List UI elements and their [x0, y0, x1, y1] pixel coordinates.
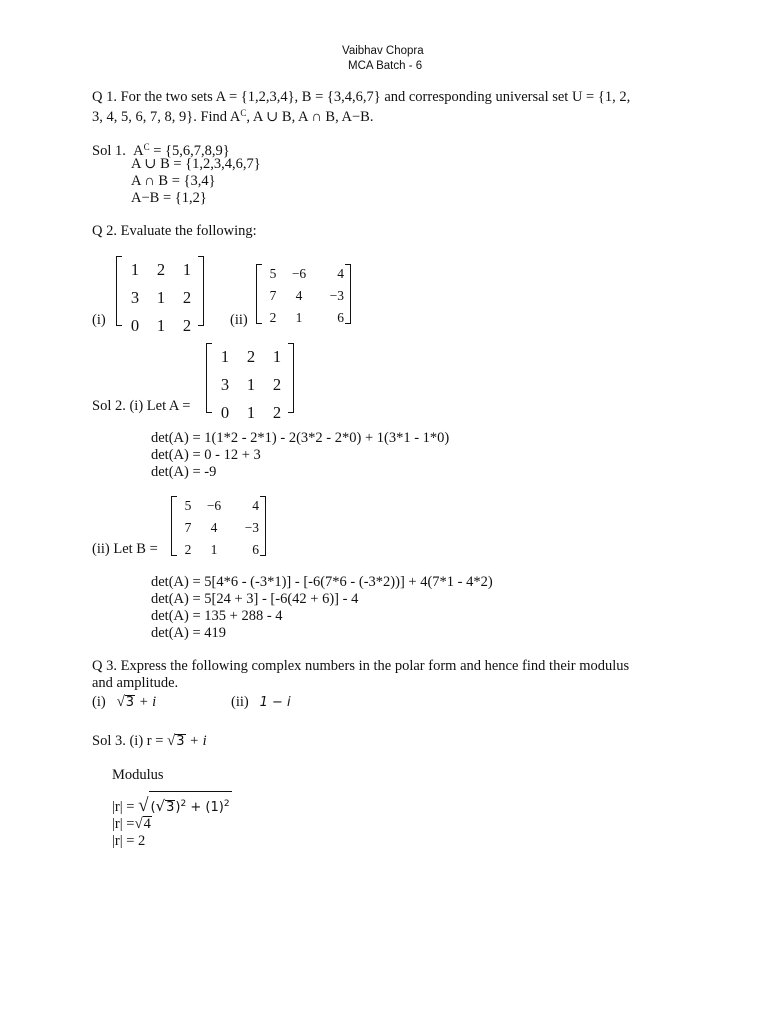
matrix-a-q-table	[122, 256, 200, 340]
cell: 0	[220, 403, 230, 422]
cell: 5	[184, 498, 192, 513]
q3-ii-expr: 1 − i	[259, 695, 291, 710]
sqrt-icon: √	[116, 694, 125, 710]
cell: 4	[295, 288, 303, 303]
q3-line1: Q 3. Express the following complex numbers in the polar form and hence find their modulus	[92, 658, 630, 674]
cell: 7	[269, 288, 277, 303]
cell: 2	[182, 316, 192, 335]
sol3-modulus-label: Modulus	[112, 767, 164, 783]
q3-label-i: (i)	[92, 694, 106, 710]
batch-label: MCA Batch - 6	[348, 60, 423, 72]
cell: 2	[272, 403, 282, 422]
sol1-intersection: A ∩ B = {3,4}	[131, 173, 216, 189]
q2-label-ii: (ii)	[230, 312, 248, 328]
q3-line2: and amplitude.	[92, 675, 179, 691]
sol2-a-line3: det(A) = -9	[151, 464, 217, 480]
cell: 1	[246, 403, 256, 422]
q3-i-rest: + i	[138, 694, 157, 710]
cell: 2	[156, 260, 166, 279]
cell: 2	[272, 375, 282, 394]
sol3-m2-radicand: 4	[143, 816, 151, 832]
cell: 5	[269, 266, 277, 281]
cell: 2	[269, 310, 277, 325]
sol1-difference: A−B = {1,2}	[131, 190, 207, 206]
matrix-a-q	[116, 256, 204, 335]
matrix-b-q-table	[262, 263, 350, 329]
matrix-b-sol-table	[177, 495, 265, 561]
cell: 1	[156, 316, 166, 335]
cell: 2	[184, 542, 192, 557]
cell: 2	[246, 347, 256, 366]
author-name: Vaibhav Chopra	[342, 45, 424, 57]
q2-label-i: (i)	[92, 312, 106, 328]
q1-complement-sup: C	[240, 108, 247, 118]
cell: 2	[182, 288, 192, 307]
sol3-line1	[92, 733, 207, 749]
sol3-m1-plus: + (1)	[190, 800, 224, 815]
cell: 1	[182, 260, 192, 279]
cell: 1	[156, 288, 166, 307]
matrix-b-sol	[171, 496, 266, 556]
cell: 7	[184, 520, 192, 535]
bracket-right	[288, 343, 294, 413]
sol3-modulus-line1	[112, 791, 232, 818]
cell: 6	[252, 542, 259, 557]
cell: 4	[252, 498, 259, 513]
sqrt-icon: √	[138, 795, 149, 816]
sol3-m1-sq2: 2	[223, 799, 230, 809]
cell: 1	[220, 347, 230, 366]
cell: 1	[295, 310, 303, 325]
sqrt-icon: √	[167, 733, 176, 749]
bracket-right	[345, 264, 351, 324]
cell: 1	[130, 260, 140, 279]
sol3-rest: + i	[189, 733, 207, 749]
sol2-b-line3: det(A) = 135 + 288 - 4	[151, 608, 283, 624]
q3-part-i	[92, 694, 156, 710]
sol3-m2-lhs: |r| =	[112, 816, 135, 832]
sqrt-icon: √	[155, 797, 166, 815]
q3-i-radicand: 3	[125, 695, 135, 710]
cell: 1	[272, 347, 282, 366]
q2-title: Q 2. Evaluate the following:	[92, 223, 257, 239]
sol3-prefix: Sol 3. (i) r =	[92, 733, 164, 749]
cell: −6	[291, 266, 307, 281]
sol1-prefix: Sol 1.	[92, 143, 126, 159]
sol3-modulus-line3: |r| = 2	[112, 833, 146, 849]
cell: 1	[246, 375, 256, 394]
cell: −6	[206, 498, 222, 513]
q3-part-ii	[231, 694, 291, 711]
matrix-a-sol-table	[212, 343, 290, 427]
sol3-m1-lhs: |r| =	[112, 799, 135, 815]
sol3-m1-sq: 2	[180, 799, 187, 809]
matrix-a-sol	[206, 343, 294, 422]
sol2-b-line2: det(A) = 5[24 + 3] - [-6(42 + 6)] - 4	[151, 591, 359, 607]
cell: −3	[244, 520, 259, 535]
cell: 6	[337, 310, 344, 325]
sol2-b-line4: det(A) = 419	[151, 625, 227, 641]
sol1-ac-value: = {5,6,7,8,9}	[149, 143, 230, 159]
sol2-a-line2: det(A) = 0 - 12 + 3	[151, 447, 261, 463]
sol3-m1-inner: 3	[166, 800, 175, 815]
matrix-b-q	[256, 264, 351, 324]
cell: 4	[337, 266, 344, 281]
sol1-ac-sup: C	[143, 142, 150, 152]
q1-line2-text: 3, 4, 5, 6, 7, 8, 9}. Find A	[92, 109, 241, 125]
cell: 1	[210, 542, 218, 557]
cell: 3	[130, 288, 140, 307]
bracket-right	[260, 496, 266, 556]
cell: −3	[329, 288, 344, 303]
q1-line2	[92, 105, 373, 125]
sol3-modulus-line2	[112, 816, 152, 832]
sol2-b-line1: det(A) = 5[4*6 - (-3*1)] - [-6(7*6 - (-3*2))] + 4(7*1 - 4*2)	[151, 574, 493, 590]
bracket-right	[198, 256, 204, 326]
cell: 0	[130, 316, 140, 335]
sol1-union: A ∪ B = {1,2,3,4,6,7}	[131, 156, 261, 172]
q1-line2-tail: , A ∪ B, A ∩ B, A−B.	[246, 109, 374, 125]
sol3-radicand: 3	[176, 734, 185, 749]
sol2-a-line1: det(A) = 1(1*2 - 2*1) - 2(3*2 - 2*0) + 1(3*1 - 1*0)	[151, 430, 450, 446]
sqrt-icon: √	[134, 816, 143, 832]
q1-line1: Q 1. For the two sets A = {1,2,3,4}, B = {3,4,6,7} and corresponding universal set U = {1, 2,	[92, 89, 631, 105]
q3-label-ii: (ii)	[231, 694, 249, 710]
sol1-ac: A	[133, 143, 144, 159]
cell: 4	[210, 520, 218, 535]
cell: 3	[220, 375, 230, 394]
sol2-let-a: Sol 2. (i) Let A =	[92, 398, 191, 414]
sol3-m1-radicand: $(√3)^2 + (1)^2$	[149, 791, 232, 818]
sol2-let-b: (ii) Let B =	[92, 541, 158, 557]
